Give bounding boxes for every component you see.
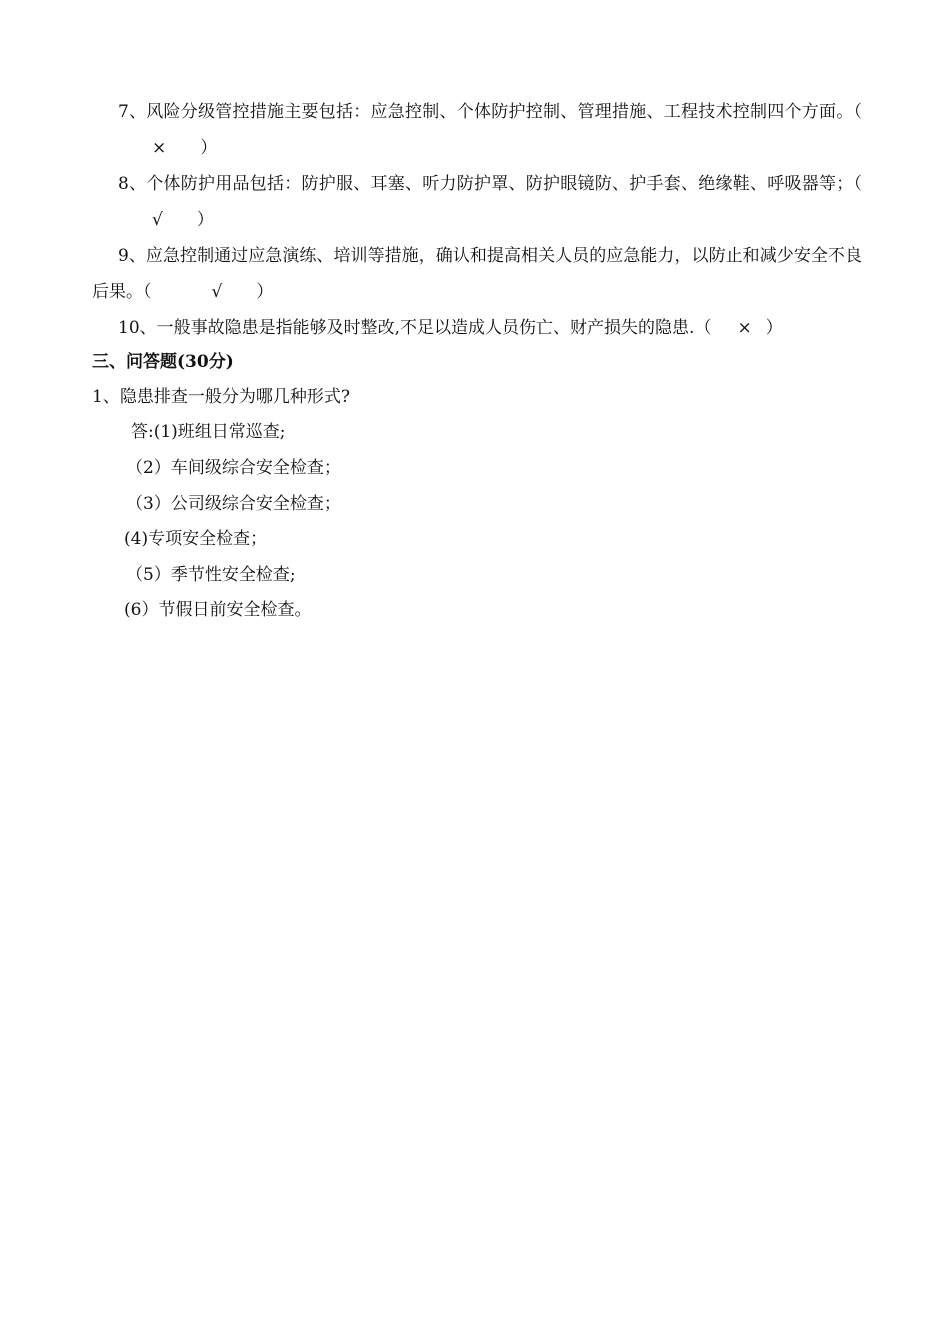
judgment-item-10 [92, 310, 862, 346]
judgment-item-7 [92, 94, 862, 166]
judgment-item-7-close: ） [200, 138, 218, 158]
answer-line-6: (6）节假日前安全检查。 [124, 600, 312, 620]
judgment-item-9-mark: √ [211, 282, 223, 302]
judgment-item-8-mark: √ [152, 210, 163, 230]
judgment-item-9 [92, 238, 862, 310]
judgment-item-8-close: ） [196, 210, 214, 230]
judgment-item-8 [92, 166, 862, 238]
question-1: 1、隐患排查一般分为哪几种形式? [92, 387, 350, 407]
answer-line-5: （5）季节性安全检查; [126, 565, 296, 585]
answer-line-4: (4)专项安全检查； [124, 529, 268, 549]
answer-line-1: 答:(1)班组日常巡查; [131, 422, 286, 442]
section-heading: 三、问答题(30分) [92, 352, 234, 372]
answer-line-3: （3）公司级综合安全检查； [126, 494, 341, 514]
judgment-item-7-mark: × [152, 138, 167, 158]
answer-line-2: （2）车间级综合安全检查； [126, 458, 341, 478]
judgment-item-9-text: 9、应急控制通过应急演练、培训等措施，确认和提高相关人员的应急能力，以防止和减少安全不良后果。（ [92, 246, 862, 302]
judgment-item-10-mark: × [737, 318, 752, 338]
judgment-item-10-close: ） [765, 318, 783, 338]
judgment-item-7-text: 7、风险分级管控措施主要包括：应急控制、个体防护控制、管理措施、工程技术控制四个方面。（ [118, 102, 862, 122]
judgment-item-9-close: ） [256, 282, 274, 302]
judgment-item-8-text: 8、个体防护用品包括：防护服、耳塞、听力防护罩、防护眼镜防、护手套、绝缘鞋、呼吸器等；（ [118, 174, 862, 194]
judgment-item-10-text: 10、一般事故隐患是指能够及时整改,不足以造成人员伤亡、财产损失的隐患.（ [118, 318, 712, 338]
